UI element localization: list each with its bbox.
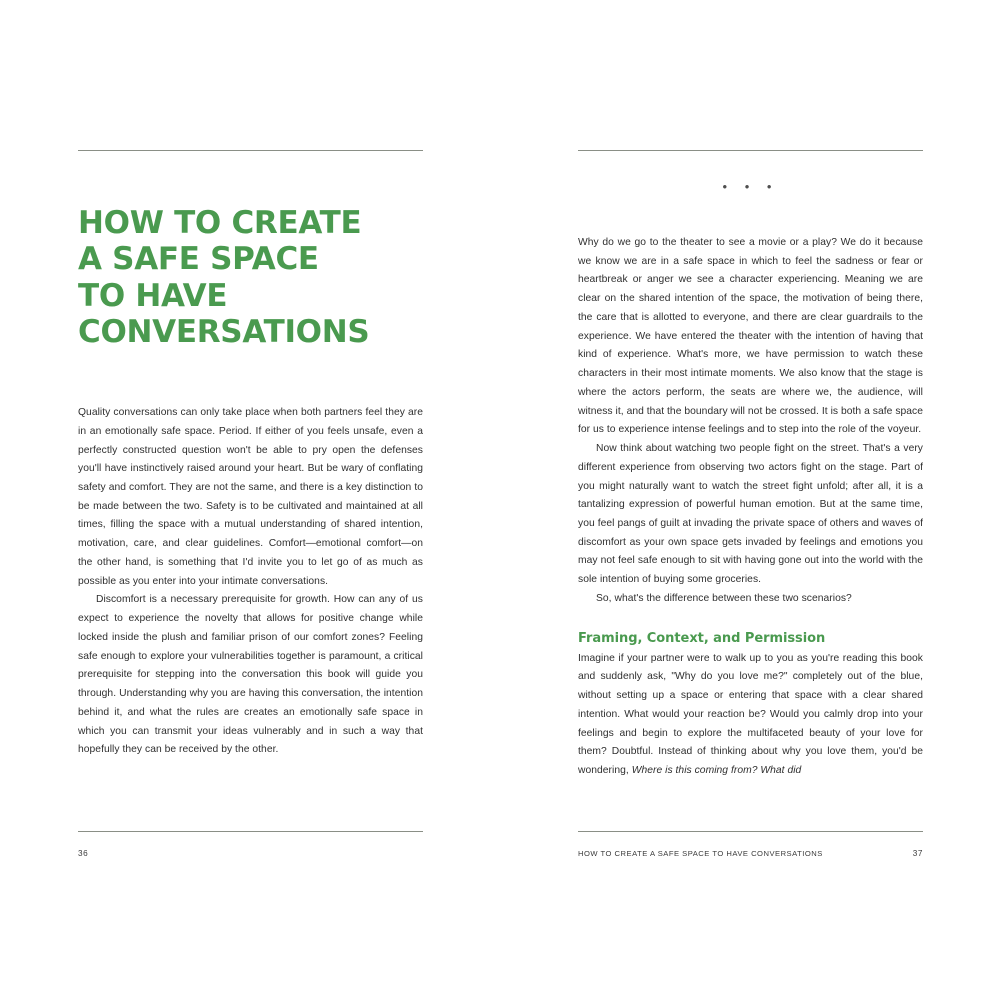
chapter-title-line-3: TO HAVE <box>78 277 228 314</box>
page-left-body <box>78 404 423 760</box>
page-right-footer <box>578 844 923 862</box>
page-left-footer <box>78 844 423 862</box>
chapter-title-line-4: CONVERSATIONS <box>78 313 370 350</box>
running-head: HOW TO CREATE A SAFE SPACE TO HAVE CONVERSATIONS <box>578 848 823 858</box>
section-subhead: Framing, Context, and Permission <box>578 630 826 646</box>
paragraph-with-italic <box>578 650 923 781</box>
page-left-bottom-rule <box>78 831 423 832</box>
section-ornament: • • • <box>722 179 779 194</box>
folio-left: 36 <box>78 848 89 858</box>
paragraph-text: Imagine if your partner were to walk up to you as you're reading this book and suddenly ask, "Why do you love me?" completely out of the blue, without setting up a space or entering that space with a clear shared intention. What would your reaction be? Would you calmly drop into your feelings and begin to explore the multifaceted beauty of your love for them? Doubtful. Instead of thinking about why you love them, you'd be wondering, <box>578 652 923 776</box>
page-right <box>578 150 923 870</box>
page-left <box>78 150 423 870</box>
chapter-title <box>78 205 408 350</box>
paragraph: So, what's the difference between these two scenarios? <box>596 592 852 604</box>
page-right-top-rule <box>578 150 923 151</box>
paragraph: Quality conversations can only take place when both partners feel they are in an emotionally safe space. Period. If either of you feels unsafe, even a perfectly constructed question won't be able to pry open the defenses you'll have instinctively raised around your heart. But be wary of conflating safety and comfort. They are not the same, and there is a key distinction to be made between the two. Safety is to be cultivated and maintained at all times, filling the space with a mutual understanding of shared intention, motivation, care, and clear guidelines. Comfort—emotional comfort—on the other hand, is something that I'd invite you to let go of as much as possible as you enter into your intimate conversations. <box>78 407 423 587</box>
chapter-title-line-2: A SAFE SPACE <box>78 241 319 278</box>
chapter-title-line-1: HOW TO CREATE <box>78 205 362 241</box>
paragraph-italic-text: Where is this coming from? What did <box>631 764 802 776</box>
paragraph: Now think about watching two people fight on the street. That's a very different experience from observing two actors fight on the stage. Part of you might naturally want to watch the street fight unfold; after all, it is a tantalizing expression of powerful human emotion. But at the same time, you feel pangs of guilt at invading the private space of others and waves of discomfort as your own space gets invaded by feelings and emotions you may not feel safe enough to sit with having gone out into the world with the sole intention of buying some groceries. <box>578 443 923 586</box>
page-left-top-rule <box>78 150 423 151</box>
paragraph: Why do we go to the theater to see a movie or a play? We do it because we know we are in a safe space in which to feel the sadness or fear or heartbreak or anger we see a character experiencing. Meaning we are clear on the shared intention of the space, the motivation of being there, the care that is allotted to everyone, and there are clear guardrails to the experience. We have entered the theater with the intention of having that kind of experience. What's more, we have permission to watch these characters in their most intimate moments. We also know that the stage is where the actors perform, the seats are where we, the audience, will witness it, and that the boundary will not be crossed. It is both a safe space for us to experience intense feelings and to step into the role of the voyeur. <box>578 237 923 436</box>
page-right-bottom-rule <box>578 831 923 832</box>
folio-right: 37 <box>912 848 923 858</box>
page-right-body <box>578 234 923 781</box>
paragraph: Discomfort is a necessary prerequisite for growth. How can any of us expect to experience the novelty that allows for positive change while locked inside the plush and familiar prison of our comfort zones? Feeling safe enough to explore your vulnerabilities together is paramount, a critical prerequisite for stepping into the conversation this book will guide you through. Understanding why you are having this conversation, the intention behind it, and what the rules are creates an emotionally safe space in which you can transmit your ideas vulnerably and in such a way that hopefully they can be received by the other. <box>78 594 423 756</box>
